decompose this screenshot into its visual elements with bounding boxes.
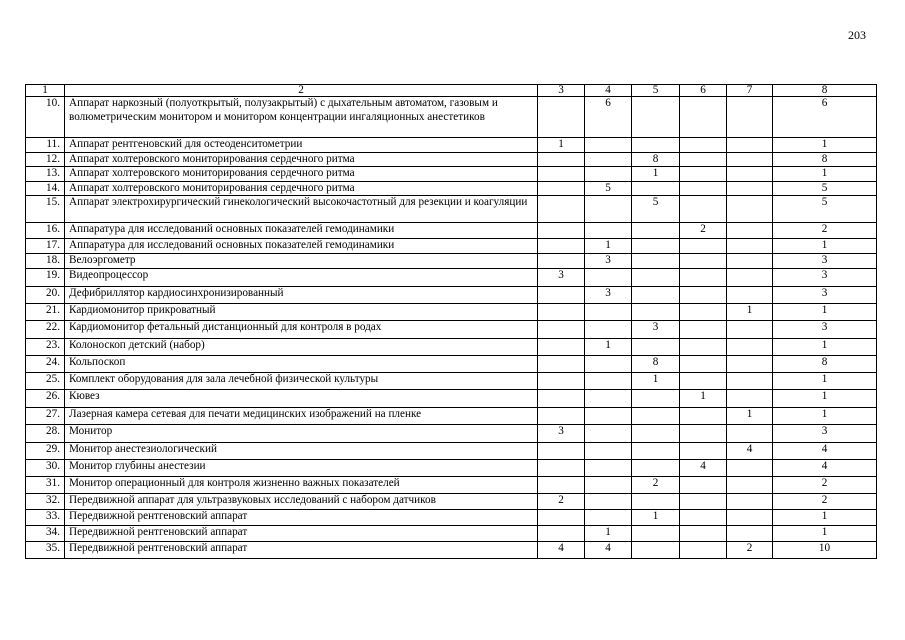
value-col-3: [538, 339, 585, 356]
column-header-8: 8: [773, 85, 877, 97]
value-col-7: [727, 181, 773, 196]
equipment-name: Кювез: [65, 390, 538, 408]
equipment-name: Велоэргометр: [65, 254, 538, 269]
value-col-3: 1: [538, 138, 585, 153]
value-col-7: [727, 254, 773, 269]
value-col-6: [680, 239, 727, 254]
header-row: [26, 85, 877, 97]
equipment-name: Передвижной рентгеновский аппарат: [65, 526, 538, 542]
value-col-7: [727, 373, 773, 390]
value-col-4: 1: [585, 239, 632, 254]
table-row: [26, 138, 877, 153]
value-total: 6: [773, 97, 877, 138]
value-col-7: [727, 269, 773, 287]
value-col-5: [632, 239, 680, 254]
value-col-5: [632, 97, 680, 138]
row-number: 31.: [26, 477, 65, 494]
value-total: 5: [773, 196, 877, 223]
value-col-5: 8: [632, 356, 680, 373]
equipment-name: Аппарат рентгеновский для остеоденситометрии: [65, 138, 538, 153]
value-col-7: [727, 477, 773, 494]
table-row: [26, 373, 877, 390]
table-row: [26, 269, 877, 287]
value-col-3: [538, 223, 585, 239]
value-col-7: 1: [727, 408, 773, 425]
table-row: [26, 477, 877, 494]
table-row: [26, 443, 877, 460]
column-header-2: 2: [65, 85, 538, 97]
value-col-4: 4: [585, 542, 632, 559]
value-col-5: [632, 269, 680, 287]
value-col-6: [680, 269, 727, 287]
value-col-6: [680, 373, 727, 390]
value-total: 8: [773, 152, 877, 167]
value-col-7: [727, 152, 773, 167]
table-row: [26, 510, 877, 526]
value-col-5: [632, 443, 680, 460]
value-col-4: [585, 408, 632, 425]
table-row: [26, 239, 877, 254]
value-col-5: [632, 138, 680, 153]
row-number: 23.: [26, 339, 65, 356]
value-col-3: [538, 196, 585, 223]
value-col-4: [585, 321, 632, 339]
value-total: 3: [773, 287, 877, 304]
value-col-6: [680, 321, 727, 339]
row-number: 34.: [26, 526, 65, 542]
value-col-4: [585, 494, 632, 510]
value-col-4: [585, 167, 632, 182]
row-number: 19.: [26, 269, 65, 287]
value-col-3: [538, 152, 585, 167]
value-col-4: [585, 304, 632, 321]
value-col-3: [538, 167, 585, 182]
value-col-5: [632, 181, 680, 196]
value-col-6: [680, 477, 727, 494]
value-col-5: 8: [632, 152, 680, 167]
equipment-name: Монитор операционный для контроля жизненно важных показателей: [65, 477, 538, 494]
value-col-3: [538, 239, 585, 254]
value-col-4: [585, 373, 632, 390]
value-col-6: 1: [680, 390, 727, 408]
value-col-4: [585, 152, 632, 167]
row-number: 30.: [26, 460, 65, 477]
equipment-name: Передвижной рентгеновский аппарат: [65, 542, 538, 559]
value-col-6: [680, 425, 727, 443]
table-body: [26, 97, 877, 559]
value-total: 2: [773, 223, 877, 239]
value-col-4: 5: [585, 181, 632, 196]
column-header-6: 6: [680, 85, 727, 97]
value-col-7: [727, 390, 773, 408]
row-number: 35.: [26, 542, 65, 559]
equipment-name: Аппарат электрохирургический гинекологический высокочастотный для резекции и коагуляции: [65, 196, 538, 223]
value-col-3: 4: [538, 542, 585, 559]
value-col-4: [585, 269, 632, 287]
table-row: [26, 460, 877, 477]
row-number: 33.: [26, 510, 65, 526]
value-total: 10: [773, 542, 877, 559]
value-col-5: [632, 339, 680, 356]
row-number: 28.: [26, 425, 65, 443]
table-row: [26, 425, 877, 443]
value-col-3: [538, 97, 585, 138]
value-col-7: [727, 321, 773, 339]
value-col-7: [727, 239, 773, 254]
row-number: 10.: [26, 97, 65, 138]
value-total: 3: [773, 254, 877, 269]
table-row: [26, 167, 877, 182]
value-col-6: [680, 97, 727, 138]
equipment-name: Монитор глубины анестезии: [65, 460, 538, 477]
value-col-6: [680, 339, 727, 356]
page-number: 203: [848, 28, 866, 42]
value-col-6: [680, 542, 727, 559]
value-col-7: [727, 494, 773, 510]
value-col-7: [727, 460, 773, 477]
value-total: 1: [773, 373, 877, 390]
value-col-4: 1: [585, 526, 632, 542]
equipment-name: Монитор: [65, 425, 538, 443]
value-col-4: [585, 510, 632, 526]
equipment-name: Кардиомонитор фетальный дистанционный для контроля в родах: [65, 321, 538, 339]
value-col-5: 3: [632, 321, 680, 339]
value-col-7: [727, 167, 773, 182]
value-total: 1: [773, 510, 877, 526]
value-col-5: [632, 408, 680, 425]
column-header-5: 5: [632, 85, 680, 97]
value-total: 1: [773, 408, 877, 425]
equipment-name: Аппарат холтеровского мониторирования сердечного ритма: [65, 181, 538, 196]
value-col-5: 1: [632, 373, 680, 390]
value-col-4: [585, 477, 632, 494]
value-col-5: [632, 460, 680, 477]
value-total: 1: [773, 304, 877, 321]
value-col-7: [727, 97, 773, 138]
value-col-6: [680, 356, 727, 373]
value-col-3: [538, 287, 585, 304]
value-col-3: [538, 443, 585, 460]
row-number: 32.: [26, 494, 65, 510]
equipment-name: Колоноскоп детский (набор): [65, 339, 538, 356]
row-number: 18.: [26, 254, 65, 269]
row-number: 13.: [26, 167, 65, 182]
value-col-3: 3: [538, 269, 585, 287]
value-col-4: 3: [585, 254, 632, 269]
table-row: [26, 390, 877, 408]
equipment-table: [25, 84, 877, 559]
table-row: [26, 196, 877, 223]
value-total: 1: [773, 167, 877, 182]
value-total: 4: [773, 443, 877, 460]
value-col-3: [538, 408, 585, 425]
value-col-3: [538, 181, 585, 196]
value-col-7: [727, 339, 773, 356]
value-col-3: [538, 356, 585, 373]
value-col-6: [680, 408, 727, 425]
row-number: 29.: [26, 443, 65, 460]
value-col-3: [538, 254, 585, 269]
value-total: 8: [773, 356, 877, 373]
equipment-name: Передвижной рентгеновский аппарат: [65, 510, 538, 526]
value-col-7: 4: [727, 443, 773, 460]
value-col-6: [680, 152, 727, 167]
value-col-6: 4: [680, 460, 727, 477]
value-col-5: 1: [632, 510, 680, 526]
column-header-3: 3: [538, 85, 585, 97]
value-col-6: [680, 196, 727, 223]
value-col-7: [727, 510, 773, 526]
equipment-name: Видеопроцессор: [65, 269, 538, 287]
value-col-6: [680, 287, 727, 304]
table-row: [26, 97, 877, 138]
row-number: 14.: [26, 181, 65, 196]
value-col-5: [632, 526, 680, 542]
value-col-7: [727, 138, 773, 153]
value-col-3: [538, 390, 585, 408]
value-total: 1: [773, 138, 877, 153]
column-header-4: 4: [585, 85, 632, 97]
table-row: [26, 152, 877, 167]
value-col-5: [632, 390, 680, 408]
value-col-4: [585, 443, 632, 460]
value-total: 5: [773, 181, 877, 196]
table-row: [26, 408, 877, 425]
value-col-4: [585, 425, 632, 443]
value-col-3: [538, 460, 585, 477]
value-total: 1: [773, 526, 877, 542]
value-total: 3: [773, 321, 877, 339]
value-total: 1: [773, 390, 877, 408]
value-col-6: [680, 443, 727, 460]
value-col-3: [538, 510, 585, 526]
value-col-5: [632, 287, 680, 304]
table-row: [26, 287, 877, 304]
value-col-6: [680, 494, 727, 510]
value-col-4: 6: [585, 97, 632, 138]
row-number: 21.: [26, 304, 65, 321]
equipment-name: Комплект оборудования для зала лечебной физической культуры: [65, 373, 538, 390]
value-col-4: [585, 196, 632, 223]
value-total: 1: [773, 339, 877, 356]
table-row: [26, 254, 877, 269]
value-col-5: [632, 425, 680, 443]
value-col-6: [680, 304, 727, 321]
row-number: 16.: [26, 223, 65, 239]
value-col-5: [632, 542, 680, 559]
equipment-name: Аппаратура для исследований основных показателей гемодинамики: [65, 239, 538, 254]
value-col-4: 1: [585, 339, 632, 356]
value-col-7: [727, 196, 773, 223]
table-row: [26, 542, 877, 559]
value-col-5: 5: [632, 196, 680, 223]
row-number: 25.: [26, 373, 65, 390]
column-header-7: 7: [727, 85, 773, 97]
value-col-5: 1: [632, 167, 680, 182]
equipment-name: Дефибриллятор кардиосинхронизированный: [65, 287, 538, 304]
value-col-4: 3: [585, 287, 632, 304]
value-col-3: [538, 304, 585, 321]
value-col-5: [632, 254, 680, 269]
table-row: [26, 304, 877, 321]
value-col-4: [585, 460, 632, 477]
value-col-7: 1: [727, 304, 773, 321]
row-number: 17.: [26, 239, 65, 254]
column-header-1: 1: [26, 85, 65, 97]
table-row: [26, 526, 877, 542]
equipment-name: Аппарат наркозный (полуоткрытый, полузакрытый) с дыхательным автоматом, газовым и волюметрическим монитором и монитором концентрации ингаляционных анестетиков: [65, 97, 538, 138]
equipment-name: Аппарат холтеровского мониторирования сердечного ритма: [65, 152, 538, 167]
value-col-4: [585, 138, 632, 153]
value-col-3: 2: [538, 494, 585, 510]
value-col-5: [632, 494, 680, 510]
equipment-name: Кольпоскоп: [65, 356, 538, 373]
value-col-6: 2: [680, 223, 727, 239]
value-col-5: [632, 304, 680, 321]
row-number: 11.: [26, 138, 65, 153]
table-row: [26, 321, 877, 339]
table-row: [26, 339, 877, 356]
table-row: [26, 181, 877, 196]
value-total: 4: [773, 460, 877, 477]
value-col-5: [632, 223, 680, 239]
value-col-7: [727, 356, 773, 373]
equipment-name: Передвижной аппарат для ультразвуковых исследований с набором датчиков: [65, 494, 538, 510]
value-col-7: [727, 425, 773, 443]
equipment-name: Лазерная камера сетевая для печати медицинских изображений на пленке: [65, 408, 538, 425]
value-col-3: [538, 373, 585, 390]
value-col-5: 2: [632, 477, 680, 494]
value-total: 3: [773, 425, 877, 443]
value-col-4: [585, 390, 632, 408]
row-number: 27.: [26, 408, 65, 425]
equipment-name: Кардиомонитор прикроватный: [65, 304, 538, 321]
equipment-name: Аппарат холтеровского мониторирования сердечного ритма: [65, 167, 538, 182]
equipment-name: Монитор анестезиологический: [65, 443, 538, 460]
value-col-3: [538, 321, 585, 339]
row-number: 24.: [26, 356, 65, 373]
value-col-4: [585, 223, 632, 239]
table-row: [26, 494, 877, 510]
value-col-6: [680, 526, 727, 542]
value-col-3: 3: [538, 425, 585, 443]
row-number: 22.: [26, 321, 65, 339]
value-col-3: [538, 477, 585, 494]
row-number: 15.: [26, 196, 65, 223]
equipment-name: Аппаратура для исследований основных показателей гемодинамики: [65, 223, 538, 239]
value-total: 1: [773, 239, 877, 254]
value-col-6: [680, 254, 727, 269]
value-col-4: [585, 356, 632, 373]
value-col-6: [680, 138, 727, 153]
value-total: 2: [773, 494, 877, 510]
value-col-6: [680, 510, 727, 526]
value-total: 2: [773, 477, 877, 494]
value-col-7: [727, 223, 773, 239]
value-total: 3: [773, 269, 877, 287]
value-col-7: 2: [727, 542, 773, 559]
value-col-3: [538, 526, 585, 542]
row-number: 26.: [26, 390, 65, 408]
table-row: [26, 223, 877, 239]
value-col-7: [727, 287, 773, 304]
row-number: 20.: [26, 287, 65, 304]
value-col-7: [727, 526, 773, 542]
row-number: 12.: [26, 152, 65, 167]
value-col-6: [680, 181, 727, 196]
value-col-6: [680, 167, 727, 182]
table-row: [26, 356, 877, 373]
